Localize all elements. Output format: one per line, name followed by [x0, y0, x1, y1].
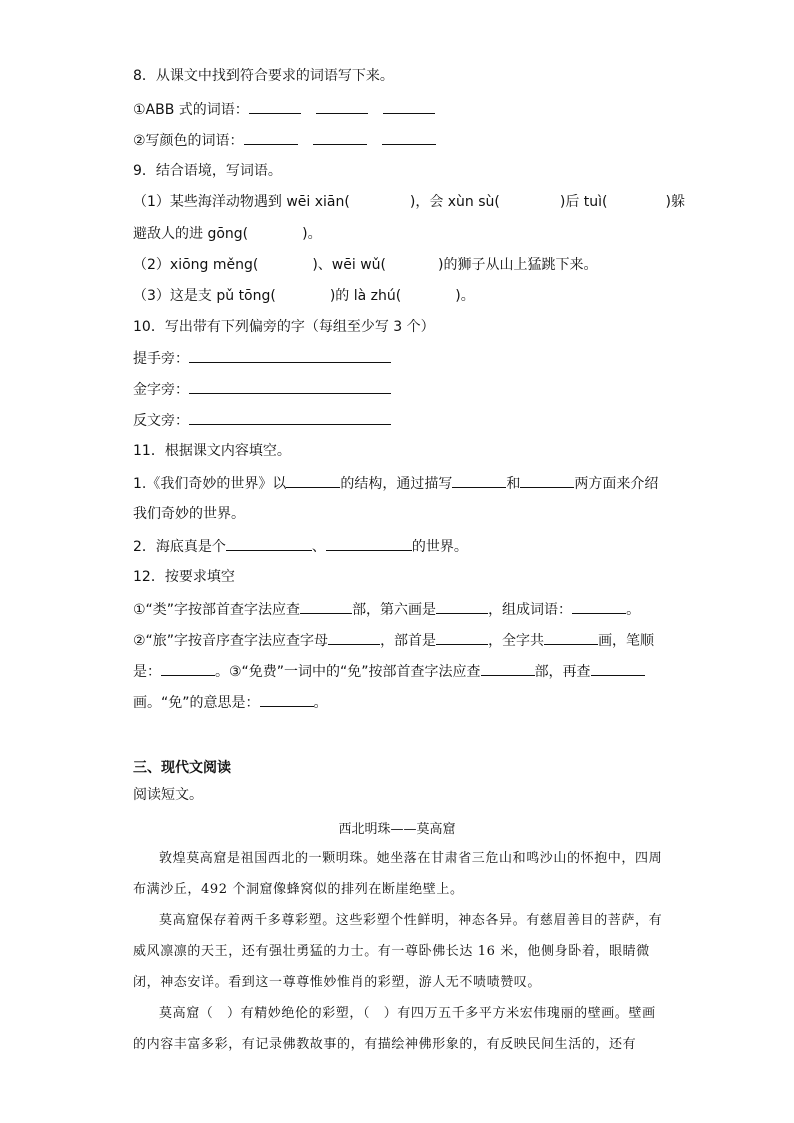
answer-blank[interactable]: [300, 599, 352, 614]
q11-text: 、: [311, 539, 326, 555]
q10-line-1: [133, 348, 391, 369]
answer-blank[interactable]: [481, 661, 535, 676]
q10-line-2: [133, 379, 391, 400]
q12-line-2: [133, 630, 654, 651]
q11-text: 2．海底真是个: [133, 539, 226, 555]
reading-instruction: 阅读短文。: [133, 787, 203, 803]
answer-blank[interactable]: [591, 661, 645, 676]
q12-text: 画，笔顺: [598, 633, 655, 649]
q12-text: ②“旅”字按音序查字法应查字母: [133, 633, 329, 649]
answer-blank[interactable]: [316, 99, 368, 114]
radical-label: 反文旁：: [133, 413, 189, 429]
q12-text: ，全字共: [488, 633, 545, 649]
answer-blank[interactable]: [189, 379, 391, 394]
article-paragraph-2: 莫高窟保存着两千多尊彩塑。这些彩塑个性鲜明，神态各异。有慈眉善目的菩萨，有威风凛凛的天王，还有强壮勇猛的力士。有一尊卧佛长达 16 米，他侧身卧着，眼睛微闭，神态安详。看到这一尊尊惟妙惟肖的彩塑，游人无不啧啧赞叹。: [133, 913, 663, 990]
q10-title: 10．写出带有下列偏旁的字（每组至少写 3 个）: [133, 319, 435, 335]
answer-blank[interactable]: [313, 130, 367, 145]
article-paragraph-1: 敦煌莫高窟是祖国西北的一颗明珠。她坐落在甘肃省三危山和鸣沙山的怀抱中，四周布满沙丘，492 个洞窟像蜂窝似的排列在断崖绝壁上。: [133, 851, 663, 897]
answer-blank[interactable]: [286, 473, 340, 488]
radical-label: 提手旁：: [133, 351, 189, 367]
q12-text: 部，第六画是: [352, 602, 437, 618]
q9-text: )的狮子从山上猛跳下来。: [438, 257, 598, 273]
q12-text: 部，再查: [534, 664, 591, 680]
q9-text: )。: [455, 288, 475, 304]
answer-blank[interactable]: [189, 348, 391, 363]
q8-abb-label: ①ABB 式的词语：: [133, 102, 249, 118]
q12-text: 。③“免费”一词中的“免”按部首查字法应查: [215, 664, 481, 680]
q9-text: 避敌人的进 gōng(: [133, 226, 249, 242]
answer-blank[interactable]: [244, 130, 298, 145]
q12-title: 12．按要求填空: [133, 569, 235, 585]
answer-blank[interactable]: [260, 692, 314, 707]
q10-line-3: [133, 410, 391, 431]
q9-text: )后 tuì(: [559, 194, 608, 210]
q8-title: 8．从课文中找到符合要求的词语写下来。: [133, 68, 394, 84]
answer-blank[interactable]: [544, 630, 598, 645]
q11-text: 两方面来介绍: [574, 476, 659, 492]
q8-color-label: ②写颜色的词语：: [133, 133, 244, 149]
answer-blank[interactable]: [572, 599, 626, 614]
section-heading: 三、现代文阅读: [133, 760, 231, 776]
q9-text: （2）xiōng měng(: [133, 257, 259, 273]
q12-text: 画。“免”的意思是：: [133, 695, 260, 711]
article-paragraph-3: 莫高窟（ ）有精妙绝伦的彩塑，（ ）有四万五千多平方米宏伟瑰丽的壁画。壁画的内容丰富多彩，有记录佛教故事的，有描绘神佛形象的，有反映民间生活的，还有: [133, 1006, 656, 1052]
q11-text: 的结构，通过描写: [340, 476, 453, 492]
q12-text: ，组成词语：: [488, 602, 573, 618]
q9-text: （3）这是支 pǔ tōng(: [133, 288, 276, 304]
q8-line-abb: [133, 99, 435, 120]
answer-blank[interactable]: [226, 536, 312, 551]
answer-blank[interactable]: [452, 473, 506, 488]
q9-text: )。: [302, 226, 322, 242]
answer-blank[interactable]: [161, 661, 215, 676]
q8-line-color: [133, 130, 436, 151]
q11-title: 11．根据课文内容填空。: [133, 443, 291, 459]
q12-line-3: [133, 661, 645, 682]
q12-text: 。: [313, 695, 328, 711]
q11-text: 和: [506, 476, 521, 492]
q9-text: )躲: [665, 194, 685, 210]
q12-line-1: [133, 599, 640, 620]
q12-text: ，部首是: [380, 633, 437, 649]
answer-blank[interactable]: [249, 99, 301, 114]
q11-text: 1.《我们奇妙的世界》以: [133, 476, 287, 492]
q9-line-2: [133, 224, 322, 244]
q11-line-1: [133, 473, 658, 494]
answer-blank[interactable]: [436, 599, 488, 614]
answer-blank[interactable]: [383, 99, 435, 114]
q12-line-4: [133, 692, 328, 713]
q12-text: ①“类”字按部首查字法应查: [133, 602, 301, 618]
q9-line-4: [133, 286, 475, 306]
q9-title: 9．结合语境，写词语。: [133, 163, 282, 179]
q9-text: )，会 xùn sù(: [409, 194, 500, 210]
q9-text: )的 là zhú(: [329, 288, 402, 304]
answer-blank[interactable]: [328, 630, 380, 645]
article-title: 西北明珠——莫高窟: [338, 822, 456, 837]
radical-label: 金字旁：: [133, 382, 189, 398]
q11-line-2: 我们奇妙的世界。: [133, 506, 245, 522]
q9-line-3: [133, 255, 597, 275]
q9-text: )、wēi wǔ(: [312, 257, 386, 273]
answer-blank[interactable]: [382, 130, 436, 145]
answer-blank[interactable]: [520, 473, 574, 488]
answer-blank[interactable]: [436, 630, 488, 645]
answer-blank[interactable]: [189, 410, 391, 425]
q9-line-1: [133, 192, 685, 212]
q11-line-3: [133, 536, 468, 557]
q12-text: 是：: [133, 664, 161, 680]
q11-text: 的世界。: [411, 539, 468, 555]
q9-text: （1）某些海洋动物遇到 wēi xiān(: [133, 194, 350, 210]
answer-blank[interactable]: [326, 536, 412, 551]
q12-text: 。: [626, 602, 641, 618]
